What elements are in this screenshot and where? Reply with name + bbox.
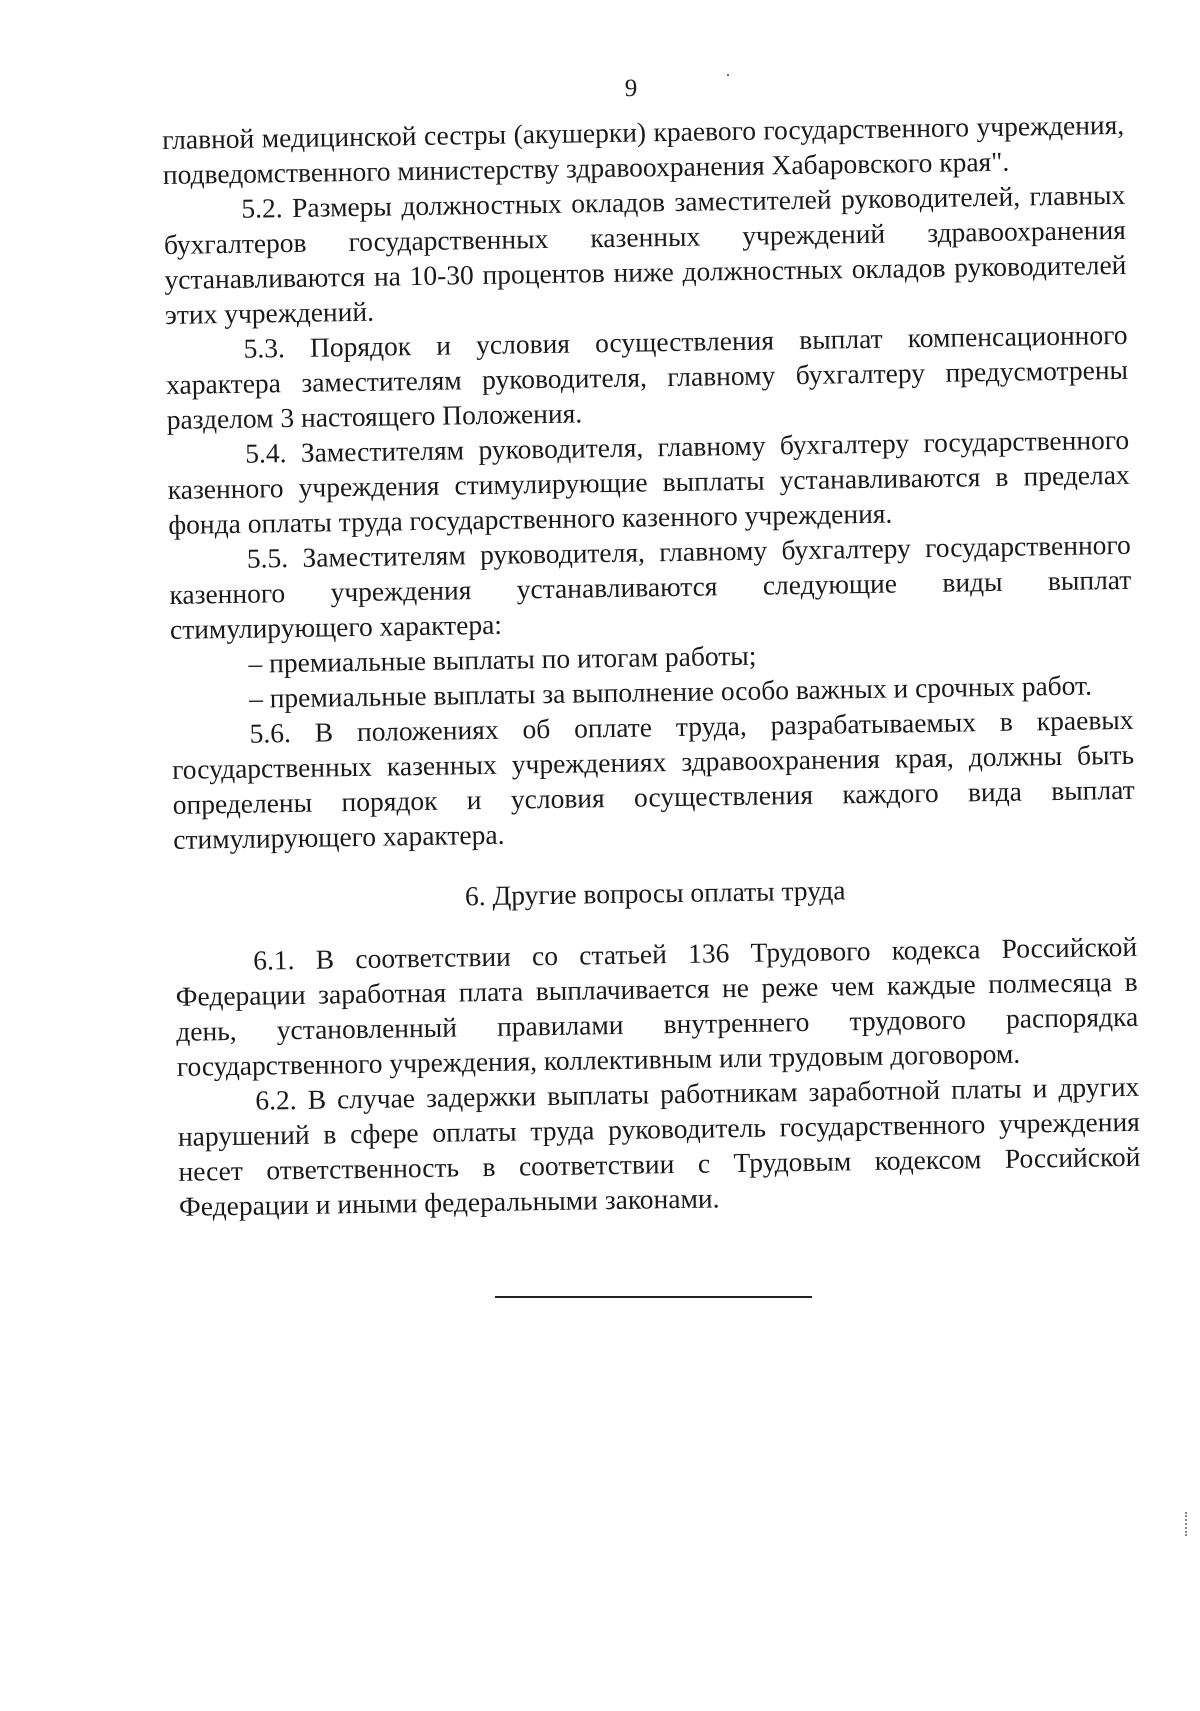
paragraph-5-2: 5.2. Размеры должностных окладов заместителей руководителей, главных бухгалтеров государственных казенных учреждений здравоохранения устанавливаются на 10-30 процентов ниже должностных окладов руководителей этих учреждений. [163,178,1127,330]
paragraph-6-2: 6.2. В случае задержки выплаты работникам заработной платы и других нарушений в сфере оплаты труда руководитель государственного учреждения несет ответственность в соответствии с Трудовым кодексом Российской Федерации и иными федеральными законами. [177,1070,1141,1222]
list-item-premium-urgent: – премиальные выплаты за выполнение особо важных и срочных работ. [248,669,1093,714]
paragraph-6-1: 6.1. В соответствии со статьей 136 Трудового кодекса Российской Федерации заработная плата выплачивается не реже чем каждые полмесяца в день, установленный правилами внутреннего трудового распорядка государственного учреждения, коллективным или трудовым договором. [175,930,1139,1082]
paragraph-5-3: 5.3. Порядок и условия осуществления выплат компенсационного характера заместителям руководителя, главному бухгалтеру предусмотрены разделом 3 настоящего Положения. [165,318,1129,435]
paragraph-5-6: 5.6. В положениях об оплате труда, разрабатываемых в краевых государственных казенных учреждениях здравоохранения края, должны быть определены порядок и условия осуществления каждого вида выплат стимулирующего характера. [171,703,1135,855]
end-of-document-rule [495,1296,812,1298]
list-item-premium-results: – премиальные выплаты по итогам работы; [248,639,757,679]
scan-speck [727,74,729,76]
paragraph-5-5: 5.5. Заместителям руководителя, главному бухгалтеру государственного казенного учреждения устанавливаются следующие виды выплат стимулирующего характера: [169,528,1132,645]
section-6-heading: 6. Другие вопросы оплаты труда [464,874,846,912]
paragraph-5-4: 5.4. Заместителям руководителя, главному бухгалтеру государственного казенного учреждения стимулирующие выплаты устанавливаются в пределах фонда оплаты труда государственного казенного учреждения. [167,423,1130,540]
paragraph-continuation: главной медицинской сестры (акушерки) краевого государственного учреждения, подведомственного министерству здравоохранения Хабаровского края". [162,108,1125,190]
page-number: 9 [624,75,638,102]
scan-margin-mark [1185,1512,1189,1536]
document-body [162,107,1141,1224]
